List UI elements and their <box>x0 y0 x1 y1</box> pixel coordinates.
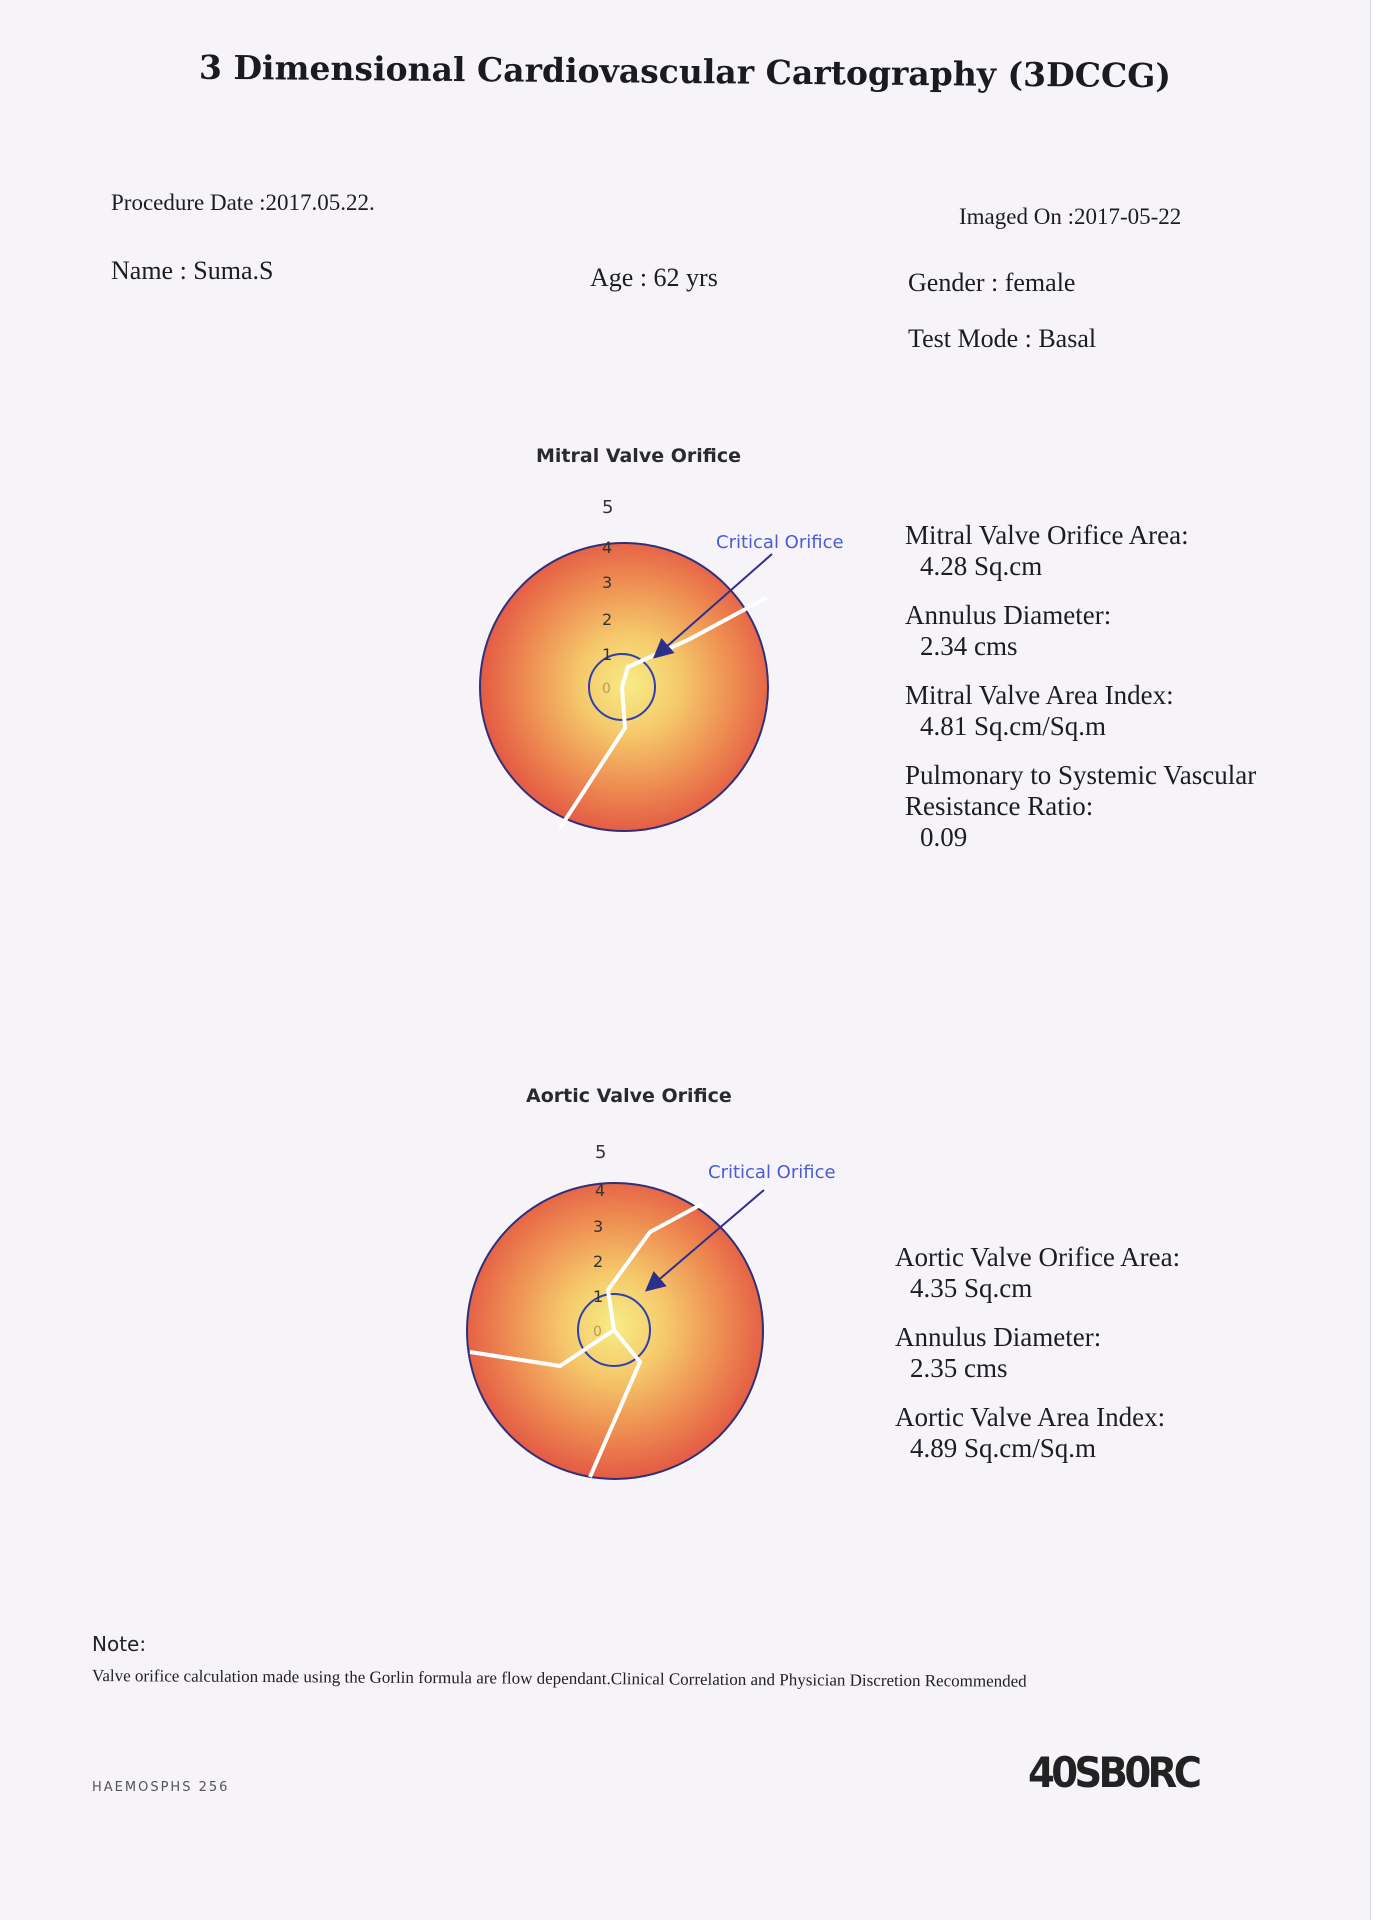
metric-value: 4.89 Sq.cm/Sq.m <box>910 1433 1097 1463</box>
metric-label: Aortic Valve Orifice Area: <box>895 1242 1181 1272</box>
report-stamp: 40SB0RC <box>1028 1748 1199 1797</box>
mitral-orifice-area <box>905 520 1256 582</box>
mitral-metrics <box>905 520 1256 871</box>
metric-value: 4.81 Sq.cm/Sq.m <box>920 711 1107 741</box>
mitral-area-index <box>905 680 1256 742</box>
mitral-annulus-diameter <box>905 600 1256 662</box>
procedure-date: Procedure Date :2017.05.22. <box>111 190 375 215</box>
metric-label: Annulus Diameter: <box>905 600 1112 630</box>
metric-label: Aortic Valve Area Index: <box>895 1402 1166 1432</box>
patient-name: Name : Suma.S <box>111 256 274 285</box>
footer-device-label: HAEMOSPHS 256 <box>92 1780 230 1795</box>
aortic-metrics <box>895 1242 1180 1482</box>
note-text: Valve orifice calculation made using the Gorlin formula are flow dependant.Clinical Correlation and Physician Discretion Recommended <box>91 1666 1027 1691</box>
mitral-scale-3: 3 <box>602 573 613 592</box>
aortic-critical-orifice-label: Critical Orifice <box>708 1162 836 1183</box>
report-title: 3 Dimensional Cardiovascular Cartography (3DCCG) <box>198 47 1172 96</box>
metric-value: 0.09 <box>920 822 968 852</box>
mitral-chart-title: Mitral Valve Orifice <box>536 445 741 467</box>
metric-label: Annulus Diameter: <box>895 1322 1102 1352</box>
metric-label: Mitral Valve Orifice Area: <box>905 520 1189 550</box>
imaged-on-date: Imaged On :2017-05-22 <box>959 204 1182 229</box>
mitral-scale-4: 4 <box>602 538 613 557</box>
metric-value: 2.35 cms <box>910 1353 1008 1383</box>
aortic-chart-title: Aortic Valve Orifice <box>526 1085 732 1107</box>
aortic-scale-3: 3 <box>593 1217 604 1236</box>
metric-label-continued: Resistance Ratio: <box>905 791 1094 821</box>
metric-value: 4.28 Sq.cm <box>920 551 1043 581</box>
aortic-area-index <box>895 1402 1180 1464</box>
mitral-scale-5: 5 <box>602 497 614 518</box>
aortic-scale-5: 5 <box>595 1142 607 1163</box>
aortic-orifice-chart <box>430 1122 870 1492</box>
patient-age: Age : 62 yrs <box>590 263 718 292</box>
mitral-orifice-chart <box>440 480 880 850</box>
vascular-resistance-ratio <box>905 760 1256 853</box>
aortic-scale-1: 1 <box>593 1287 604 1306</box>
metric-label: Mitral Valve Area Index: <box>905 680 1174 710</box>
aortic-orifice-area <box>895 1242 1180 1304</box>
aortic-scale-2: 2 <box>593 1252 604 1271</box>
mitral-scale-0: 0 <box>602 681 611 697</box>
metric-value: 4.35 Sq.cm <box>910 1273 1033 1303</box>
mitral-scale-1: 1 <box>602 645 613 664</box>
aortic-annulus-diameter <box>895 1322 1180 1384</box>
note-heading: Note: <box>92 1632 147 1656</box>
aortic-scale-0: 0 <box>593 1324 602 1340</box>
aortic-scale-4: 4 <box>595 1181 606 1200</box>
mitral-scale-2: 2 <box>602 610 613 629</box>
metric-label: Pulmonary to Systemic Vascular <box>905 760 1257 790</box>
metric-value: 2.34 cms <box>920 631 1018 661</box>
mitral-critical-orifice-label: Critical Orifice <box>716 532 844 553</box>
patient-gender: Gender : female <box>908 268 1076 297</box>
test-mode: Test Mode : Basal <box>908 324 1097 353</box>
